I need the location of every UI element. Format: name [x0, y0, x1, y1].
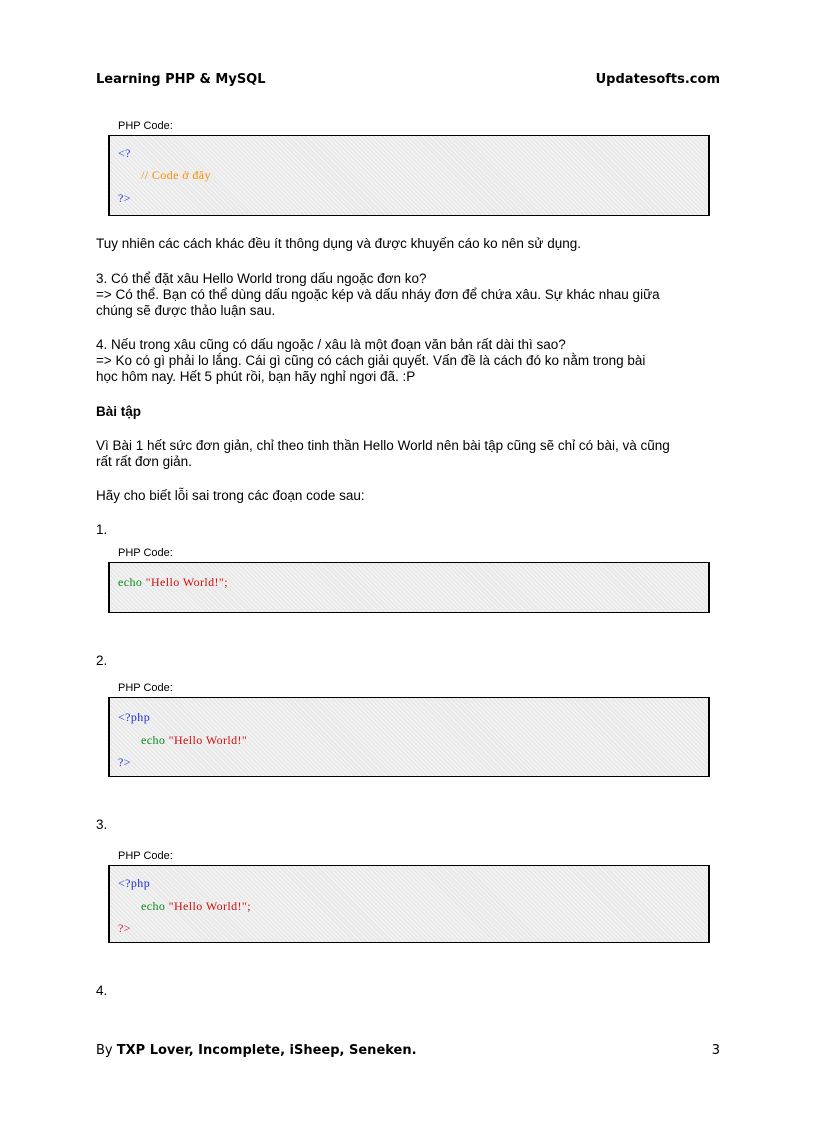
question-3: 3. Có thể đặt xâu Hello World trong dấu ngoặc đơn ko? — [96, 271, 427, 286]
code-keyword: echo — [118, 575, 143, 589]
answer-4-line-2: học hôm nay. Hết 5 phút rồi, bạn hãy nghỉ ngơi đã. :P — [96, 369, 416, 384]
exercise-intro-line-2: rất rất đơn giản. — [96, 454, 192, 469]
header-title: Learning PHP & MySQL — [96, 72, 266, 87]
code-open-tag: <?php — [118, 710, 151, 724]
code-close-tag: ?> — [118, 191, 131, 205]
exercise-question: Hãy cho biết lỗi sai trong các đoạn code sau: — [96, 488, 365, 503]
item-number-1: 1. — [96, 522, 108, 537]
code-comment: // Code ở đây — [141, 168, 211, 182]
code-label: PHP Code: — [118, 850, 173, 862]
code-string: "Hello World!" — [168, 733, 248, 747]
code-string: "Hello World!"; — [168, 899, 251, 913]
code-label: PHP Code: — [118, 547, 173, 559]
code-open-tag: <? — [118, 146, 131, 160]
page-number: 3 — [711, 1043, 720, 1058]
section-heading: Bài tập — [96, 404, 142, 419]
code-block-1 — [108, 135, 710, 216]
answer-3-line-2: chúng sẽ được thảo luận sau. — [96, 303, 276, 318]
item-number-3: 3. — [96, 817, 108, 832]
code-label: PHP Code: — [118, 682, 173, 694]
exercise-intro-line-1: Vì Bài 1 hết sức đơn giản, chỉ theo tinh thần Hello World nên bài tập cũng sẽ chỉ có bài, và cũng — [96, 438, 670, 453]
code-block-4 — [108, 865, 710, 943]
code-line — [118, 575, 228, 590]
code-block-2 — [108, 562, 710, 613]
code-block-3 — [108, 697, 710, 777]
code-label: PHP Code: — [118, 120, 173, 132]
answer-3-line-1: => Có thể. Bạn có thể dùng dấu ngoặc kép và dấu nháy đơn để chứa xâu. Sự khác nhau giữa — [96, 287, 660, 302]
header-site: Updatesofts.com — [595, 72, 720, 87]
item-number-2: 2. — [96, 653, 108, 668]
code-keyword: echo — [141, 733, 166, 747]
item-number-4: 4. — [96, 983, 108, 998]
code-close-tag: ?> — [118, 921, 131, 935]
paragraph-note: Tuy nhiên các cách khác đều ít thông dụng và được khuyến cáo ko nên sử dụng. — [96, 236, 581, 251]
code-keyword: echo — [141, 899, 166, 913]
code-line — [141, 899, 251, 914]
code-close-tag: ?> — [118, 755, 131, 769]
code-open-tag: <?php — [118, 876, 151, 890]
footer-by: By — [96, 1043, 113, 1058]
question-4: 4. Nếu trong xâu cũng có dấu ngoặc / xâu là một đoạn văn bản rất dài thì sao? — [96, 337, 566, 352]
code-line — [141, 733, 247, 748]
code-string: "Hello World!"; — [145, 575, 228, 589]
footer-authors: TXP Lover, Incomplete, iSheep, Seneken. — [116, 1043, 417, 1058]
answer-4-line-1: => Ko có gì phải lo lắng. Cái gì cũng có cách giải quyết. Vấn đề là cách đó ko nằm trong bài — [96, 353, 646, 368]
footer-credits — [96, 1043, 417, 1058]
